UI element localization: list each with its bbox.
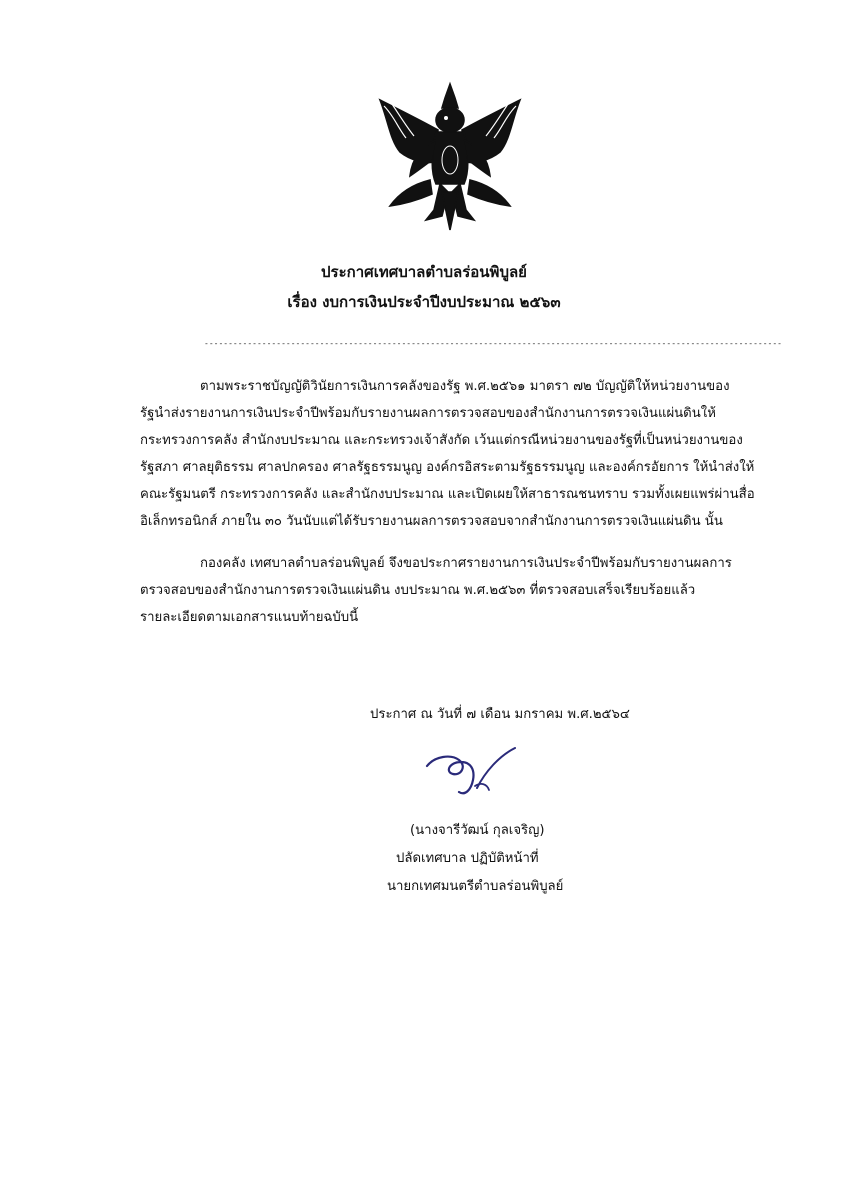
- signatory-name: (นางจารีวัฒน์ กุลเจริญ): [410, 823, 545, 838]
- divider-line: ------------------------------------------------------------------------------------------------------------------------: [204, 339, 782, 348]
- announcement-date: ประกาศ ณ วันที่ ๗ เดือน มกราคม พ.ศ.๒๕๖๔: [370, 707, 630, 722]
- paragraph-line: รัฐนำส่งรายงานการเงินประจำปีพร้อมกับรายงานผลการตรวจสอบของสำนักงานการตรวจเงินแผ่นดินให้: [140, 406, 716, 421]
- paragraph-line: รายละเอียดตามเอกสารแนบท้ายฉบับนี้: [140, 610, 359, 625]
- paragraph-line: อิเล็กทรอนิกส์ ภายใน ๓๐ วันนับแต่ได้รับรายงานผลการตรวจสอบจากสำนักงานการตรวจเงินแผ่นดิน นั้น: [140, 514, 723, 529]
- paragraph-line: ตามพระราชบัญญัติวินัยการเงินการคลังของรัฐ พ.ศ.๒๕๖๑ มาตรา ๗๒ บัญญัติให้หน่วยงานของ: [200, 379, 730, 394]
- garuda-emblem-icon: [370, 80, 530, 232]
- paragraph-line: รัฐสภา ศาลยุติธรรม ศาลปกครอง ศาลรัฐธรรมนูญ องค์กรอิสระตามรัฐธรรมนูญ และองค์กรอัยการ ให้นำส่งให้: [140, 460, 755, 475]
- document-subject: เรื่อง งบการเงินประจำปีงบประมาณ ๒๕๖๓: [287, 293, 561, 311]
- handwritten-signature: [415, 742, 535, 802]
- paragraph-line: คณะรัฐมนตรี กระทรวงการคลัง และสำนักงบประมาณ และเปิดเผยให้สาธารณชนทราบ รวมทั้งเผยแพร่ผ่านสื่อ: [140, 487, 755, 502]
- signatory-position: ปลัดเทศบาล ปฏิบัติหน้าที่: [396, 851, 539, 866]
- paragraph-line: กระทรวงการคลัง สำนักงบประมาณ และกระทรวงเจ้าสังกัด เว้นแต่กรณีหน่วยงานของรัฐที่เป็นหน่วยงานของ: [140, 433, 743, 448]
- document-title: ประกาศเทศบาลตำบลร่อนพิบูลย์: [321, 263, 527, 281]
- paragraph-line: กองคลัง เทศบาลตำบลร่อนพิบูลย์ จึงขอประกาศรายงานการเงินประจำปีพร้อมกับรายงานผลการ: [200, 556, 732, 571]
- signatory-position-acting: นายกเทศมนตรีตำบลร่อนพิบูลย์: [387, 879, 564, 894]
- paragraph-line: ตรวจสอบของสำนักงานการตรวจเงินแผ่นดิน งบประมาณ พ.ศ.๒๕๖๓ ที่ตรวจสอบเสร็จเรียบร้อยแล้ว: [140, 583, 696, 598]
